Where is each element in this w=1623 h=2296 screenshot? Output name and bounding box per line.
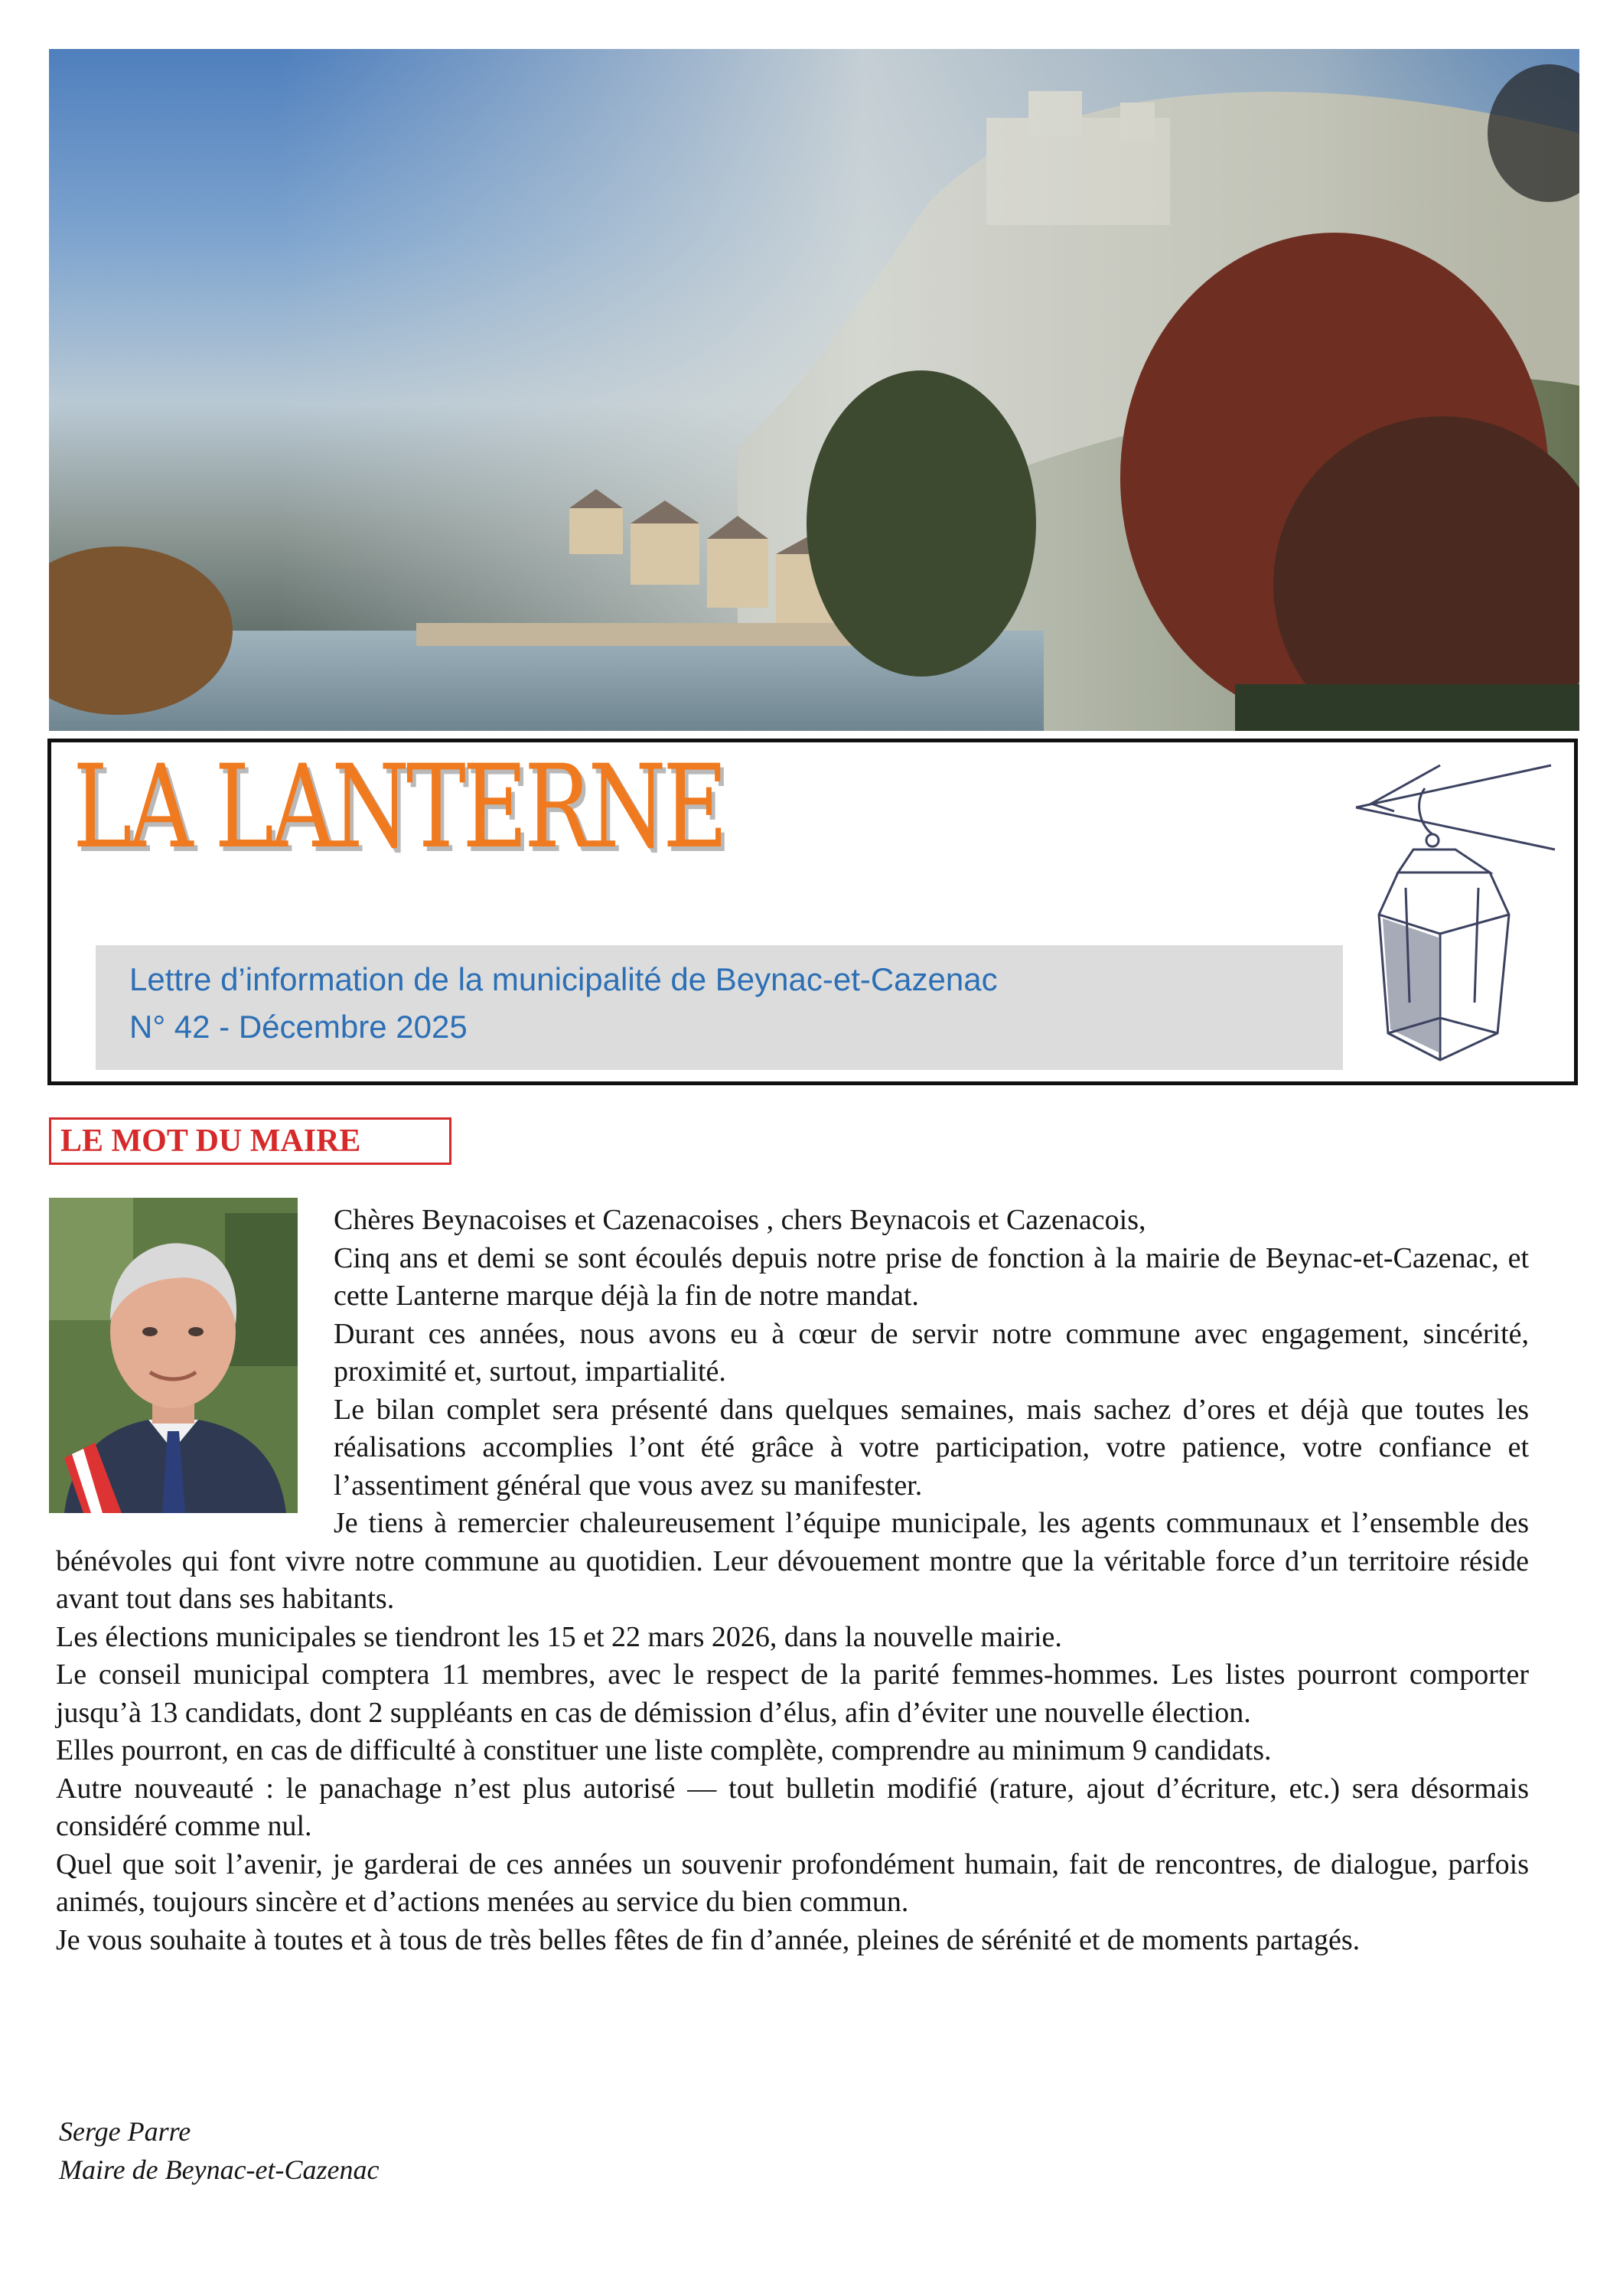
signature bbox=[59, 2112, 379, 2189]
signature-name: Serge Parre bbox=[59, 2116, 191, 2147]
letter-paragraph: Quel que soit l’avenir, je garderai de ces années un souvenir profondément humain, fait de rencontres, de dialogue, parfois animés, toujours sincère et d’actions menées au service du bien commun. bbox=[56, 1848, 1529, 1918]
letter-paragraph: Durant ces années, nous avons eu à cœur de servir notre commune avec engagement, sincérité, proximité et, surtout, impartialité. bbox=[334, 1317, 1529, 1388]
lantern-icon bbox=[1325, 758, 1563, 1071]
newsletter-title: LA LANTERNE bbox=[73, 741, 725, 874]
photo-spacer bbox=[56, 1202, 334, 1517]
cover-photo bbox=[49, 49, 1579, 731]
section-title: LE MOT DU MAIRE bbox=[49, 1117, 451, 1165]
letter-paragraph: Je tiens à remercier chaleureusement l’équipe municipale, les agents communaux et l’ensemble des bénévoles qui font vivre notre commune au quotidien. Leur dévouement montre que la véritable force d’un territoire réside avant tout dans ses habitants. bbox=[56, 1507, 1529, 1615]
letter-paragraph: Autre nouveauté : le panachage n’est plus autorisé — tout bulletin modifié (rature, ajout d’écriture, etc.) sera désormais considéré comme nul. bbox=[56, 1772, 1529, 1842]
mayor-letter bbox=[56, 1202, 1529, 1959]
signature-role: Maire de Beynac-et-Cazenac bbox=[59, 2154, 380, 2185]
issue-number: N° 42 - Décembre 2025 bbox=[129, 1009, 468, 1045]
letter-paragraph: Les élections municipales se tiendront les 15 et 22 mars 2026, dans la nouvelle mairie. bbox=[56, 1620, 1062, 1653]
letter-paragraph: Le bilan complet sera présenté dans quelques semaines, mais sachez d’ores et déjà que toutes les réalisations accomplies l’ont été grâce à votre participation, votre patience, votre confiance et l’assentiment général que vous avez su manifester. bbox=[334, 1393, 1529, 1502]
letter-paragraph: Chères Beynacoises et Cazenacoises , chers Beynacois et Cazenacois, bbox=[334, 1204, 1146, 1236]
letter-paragraph: Elles pourront, en cas de difficulté à constituer une liste complète, comprendre au minimum 9 candidats. bbox=[56, 1734, 1272, 1766]
masthead bbox=[47, 739, 1578, 1085]
letter-paragraph: Le conseil municipal comptera 11 membres, avec le respect de la parité femmes-hommes. Les listes pourront comporter jusqu’à 13 candidats, dont 2 suppléants en cas de démission d’élus, afin d’éviter une nouvelle élection. bbox=[56, 1658, 1529, 1729]
letter-paragraph: Cinq ans et demi se sont écoulés depuis notre prise de fonction à la mairie de Beynac-et-Cazenac, et cette Lanterne marque déjà la fin de notre mandat. bbox=[334, 1241, 1529, 1312]
newsletter-subtitle: Lettre d’information de la municipalité de Beynac-et-Cazenac bbox=[129, 961, 998, 997]
cover-photo-illustration bbox=[49, 49, 1579, 731]
letter-paragraph: Je vous souhaite à toutes et à tous de très belles fêtes de fin d’année, pleines de sérénité et de moments partagés. bbox=[56, 1923, 1361, 1956]
masthead-subtitle-box bbox=[96, 945, 1343, 1070]
